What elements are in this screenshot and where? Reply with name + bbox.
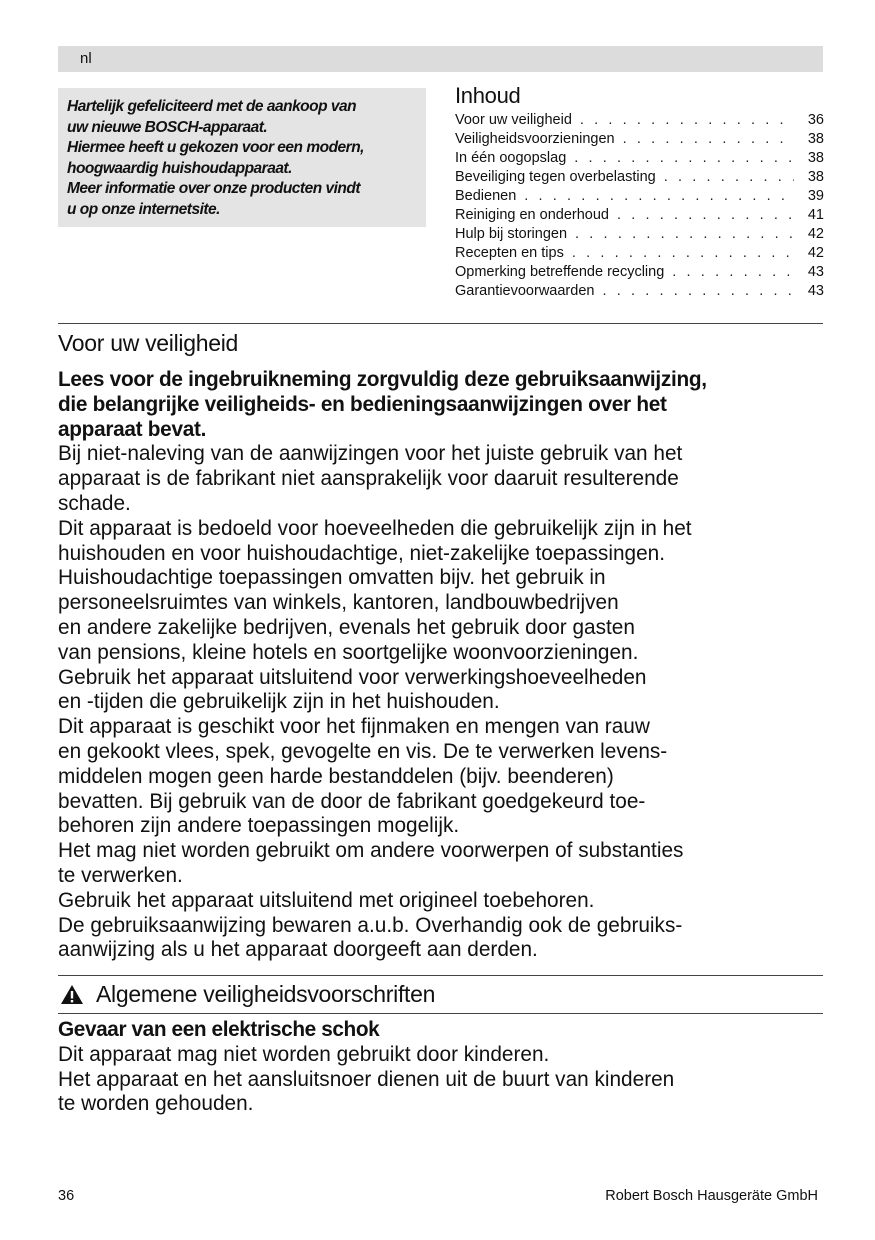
toc-item[interactable] bbox=[455, 149, 824, 168]
body-line: behoren zijn andere toepassingen mogelijk. bbox=[58, 814, 460, 838]
toc-item-page: 36 bbox=[807, 112, 824, 128]
toc-item[interactable] bbox=[455, 244, 824, 263]
body-line: De gebruiksaanwijzing bewaren a.u.b. Overhandig ook de gebruiks- bbox=[58, 913, 683, 937]
warning-triangle-icon bbox=[60, 984, 84, 1005]
table-of-contents bbox=[455, 83, 824, 301]
toc-item-label: Beveiliging tegen overbelasting bbox=[455, 169, 656, 185]
toc-item-label: Hulp bij storingen bbox=[455, 226, 568, 242]
body-line: Gebruik het apparaat uitsluitend voor verwerkingshoeveelheden bbox=[58, 665, 647, 689]
page-number: 36 bbox=[58, 1188, 75, 1204]
intro-box bbox=[58, 88, 426, 227]
body-line: en gekookt vlees, spek, gevogelte en vis. De te verwerken levens- bbox=[58, 739, 668, 763]
body-line: schade. bbox=[58, 491, 131, 515]
toc-item-label: Bedienen bbox=[455, 188, 517, 204]
toc-leader bbox=[602, 282, 794, 301]
subsection-title: Gevaar van een elektrische schok bbox=[58, 1018, 380, 1041]
toc-item-label: Recepten en tips bbox=[455, 245, 564, 261]
toc-leader bbox=[580, 111, 794, 130]
body-line: Het apparaat en het aansluitsnoer dienen uit de buurt van kinderen bbox=[58, 1067, 675, 1091]
lead-line: die belangrijke veiligheids- en bedieningsaanwijzingen over het bbox=[58, 392, 667, 416]
body-line: Huishoudachtige toepassingen omvatten bijv. het gebruik in bbox=[58, 566, 606, 590]
lead-line: apparaat bevat. bbox=[58, 417, 207, 441]
body-line: en -tijden die gebruikelijk zijn in het huishouden. bbox=[58, 690, 500, 714]
intro-line: hoogwaardig huishoudapparaat. bbox=[67, 159, 292, 177]
section-divider bbox=[58, 323, 823, 324]
intro-line: Hartelijk gefeliciteerd met de aankoop van bbox=[67, 98, 357, 115]
toc-item-label: Garantievoorwaarden bbox=[455, 283, 595, 299]
body-line: te worden gehouden. bbox=[58, 1092, 254, 1116]
toc-leader bbox=[617, 206, 794, 225]
body-line: Dit apparaat mag niet worden gebruikt door kinderen. bbox=[58, 1042, 550, 1066]
toc-item-page: 42 bbox=[807, 245, 824, 261]
body-line: Bij niet-naleving van de aanwijzingen voor het juiste gebruik van het bbox=[58, 442, 683, 466]
toc-item[interactable] bbox=[455, 263, 824, 282]
body-line: Het mag niet worden gebruikt om andere voorwerpen of substanties bbox=[58, 839, 684, 863]
body-line: Gebruik het apparaat uitsluitend met origineel toebehoren. bbox=[58, 888, 595, 912]
toc-item-page: 43 bbox=[807, 264, 824, 280]
section-title-safety: Voor uw veiligheid bbox=[58, 330, 238, 356]
body-line: Dit apparaat is geschikt voor het fijnmaken en mengen van rauw bbox=[58, 715, 650, 739]
body-line: aanwijzing als u het apparaat doorgeeft aan derden. bbox=[58, 938, 538, 962]
toc-item-page: 42 bbox=[807, 226, 824, 242]
toc-item[interactable] bbox=[455, 206, 824, 225]
toc-leader bbox=[623, 130, 794, 149]
toc-item-page: 38 bbox=[807, 131, 824, 147]
body-line: van pensions, kleine hotels en soortgelijke woonvoorzieningen. bbox=[58, 640, 639, 664]
toc-item-page: 41 bbox=[807, 207, 824, 223]
body-line: middelen mogen geen harde bestanddelen (bijv. beenderen) bbox=[58, 764, 614, 788]
language-tag: nl bbox=[80, 50, 92, 67]
toc-title: Inhoud bbox=[455, 83, 521, 108]
body-line: apparaat is de fabrikant niet aansprakelijk voor daaruit resulterende bbox=[58, 467, 679, 491]
toc-item-label: Voor uw veiligheid bbox=[455, 112, 572, 128]
section-divider bbox=[58, 1013, 823, 1014]
body-line: Dit apparaat is bedoeld voor hoeveelheden die gebruikelijk zijn in het bbox=[58, 516, 692, 540]
intro-line: uw nieuwe BOSCH-apparaat. bbox=[67, 118, 268, 136]
language-bar bbox=[58, 46, 823, 72]
intro-line: u op onze internetsite. bbox=[67, 200, 220, 218]
section-divider bbox=[58, 975, 823, 976]
toc-item-page: 43 bbox=[807, 283, 824, 299]
intro-line: Hiermee heeft u gekozen voor een modern, bbox=[67, 139, 364, 156]
general-text bbox=[58, 1018, 828, 1117]
toc-leader bbox=[664, 168, 794, 187]
toc-item[interactable] bbox=[455, 130, 824, 149]
toc-item-page: 39 bbox=[807, 188, 824, 204]
toc-item-page: 38 bbox=[807, 169, 824, 185]
company-name: Robert Bosch Hausgeräte GmbH bbox=[605, 1188, 818, 1204]
toc-item[interactable] bbox=[455, 168, 824, 187]
toc-item-label: In één oogopslag bbox=[455, 150, 567, 166]
body-line: personeelsruimtes van winkels, kantoren, landbouwbedrijven bbox=[58, 591, 619, 615]
toc-item-label: Veiligheidsvoorzieningen bbox=[455, 131, 615, 147]
toc-item-label: Opmerking betreffende recycling bbox=[455, 264, 665, 280]
body-line: bevatten. Bij gebruik van de door de fabrikant goedgekeurd toe- bbox=[58, 789, 646, 813]
body-line: te verwerken. bbox=[58, 863, 183, 887]
body-line: huishouden en voor huishoudachtige, niet-zakelijke toepassingen. bbox=[58, 541, 665, 565]
general-safety-header bbox=[58, 981, 435, 1008]
toc-leader bbox=[575, 225, 794, 244]
toc-leader bbox=[672, 263, 794, 282]
safety-text bbox=[58, 368, 828, 963]
toc-leader bbox=[572, 244, 794, 263]
toc-leader bbox=[574, 149, 794, 168]
lead-line: Lees voor de ingebruikneming zorgvuldig deze gebruiksaanwijzing, bbox=[58, 368, 707, 391]
toc-item-label: Reiniging en onderhoud bbox=[455, 207, 609, 223]
section-title-general: Algemene veiligheidsvoorschriften bbox=[96, 981, 436, 1007]
toc-item[interactable] bbox=[455, 282, 824, 301]
intro-line: Meer informatie over onze producten vindt bbox=[67, 180, 360, 197]
toc-item[interactable] bbox=[455, 187, 824, 206]
toc-item[interactable] bbox=[455, 225, 824, 244]
body-line: en andere zakelijke bedrijven, evenals het gebruik door gasten bbox=[58, 615, 635, 639]
toc-item[interactable] bbox=[455, 111, 824, 130]
toc-leader bbox=[524, 187, 794, 206]
toc-item-page: 38 bbox=[807, 150, 824, 166]
